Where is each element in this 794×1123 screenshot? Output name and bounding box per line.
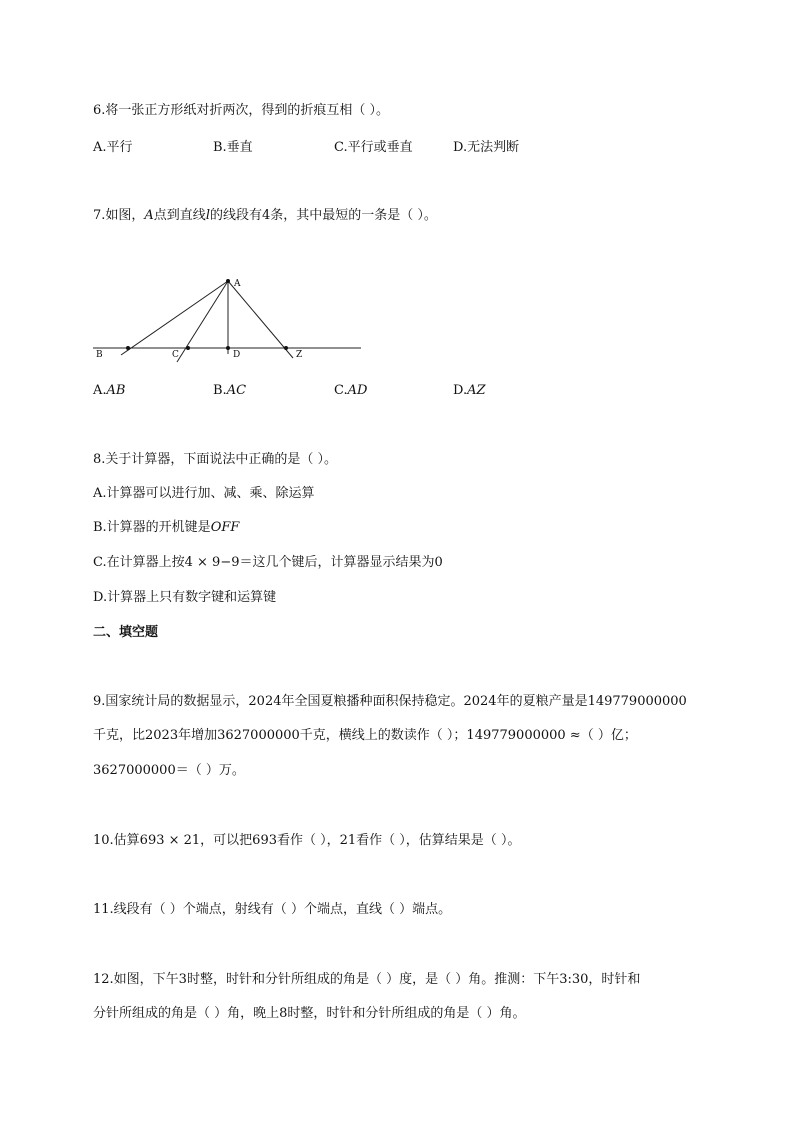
- q6-option-d[interactable]: D.无法判断: [453, 140, 520, 155]
- label-b: B: [96, 350, 103, 360]
- q6-option-a[interactable]: A.平行: [93, 140, 133, 155]
- q7-option-b-prefix: B.: [213, 383, 227, 398]
- q8-option-b-text: B.计算器的开机键是: [93, 520, 211, 535]
- q8-option-b[interactable]: [93, 519, 239, 537]
- q7-option-d-value: AZ: [467, 383, 486, 398]
- segment-ac: [177, 281, 228, 362]
- q10-stem: 10.估算693 × 21，可以把693看作（ ），21看作（ ），估算结果是（ ）。: [93, 833, 521, 848]
- q11-stem: 11.线段有（ ）个端点，射线有（ ）个端点，直线（ ）端点。: [93, 902, 452, 917]
- q7-stem-line: l: [205, 208, 210, 223]
- q7-stem: [93, 207, 437, 225]
- point-a: [226, 279, 230, 283]
- q7-option-c-prefix: C.: [334, 383, 348, 398]
- segment-az: [228, 281, 293, 358]
- q7-option-a[interactable]: [93, 382, 125, 400]
- q6-stem: 6.将一张正方形纸对折两次，得到的折痕互相（ ）。: [93, 103, 390, 118]
- q8-option-a[interactable]: A.计算器可以进行加、减、乘、除运算: [93, 486, 315, 501]
- q9-line-2: 千克，比2023年增加3627000000千克，横线上的数读作（ ）；149779000000 ≈（ ）亿；: [93, 728, 637, 743]
- point-d: [226, 346, 230, 350]
- q8-option-d[interactable]: D.计算器上只有数字键和运算键: [93, 590, 277, 605]
- section-title-fill-in: 二、填空题: [93, 625, 159, 640]
- label-z: Z: [296, 350, 303, 360]
- q9-line-3: 3627000000＝（ ）万。: [93, 763, 245, 778]
- label-c: C: [172, 350, 179, 360]
- q7-geometry-figure: [93, 272, 368, 367]
- q7-option-a-prefix: A.: [93, 383, 107, 398]
- point-b: [126, 346, 130, 350]
- q7-stem-point: A: [144, 208, 154, 223]
- segment-ab: [121, 281, 228, 355]
- q7-option-c[interactable]: [334, 382, 367, 400]
- point-z: [284, 346, 288, 350]
- q7-option-b-value: AC: [226, 383, 247, 398]
- q7-stem-part-c: 的线段有4条，其中最短的一条是（ ）。: [209, 208, 437, 223]
- q8-stem: 8.关于计算器，下面说法中正确的是（ ）。: [93, 452, 338, 467]
- q7-stem-part-a: 7.如图，: [93, 208, 145, 223]
- q7-option-b[interactable]: [213, 382, 246, 400]
- q7-option-c-value: AD: [347, 383, 368, 398]
- q7-option-a-value: AB: [106, 383, 126, 398]
- q12-line-1: 12.如图，下午3时整，时针和分针所组成的角是（ ）度，是（ ）角。推测：下午3:30，时针和: [93, 972, 641, 987]
- q9-line-1: 9.国家统计局的数据显示，2024年全国夏粮播种面积保持稳定。2024年的夏粮产量是149779000000: [93, 694, 687, 709]
- q8-option-b-key: OFF: [210, 520, 240, 535]
- q7-stem-part-b: 点到直线: [153, 208, 206, 223]
- label-a: A: [234, 279, 241, 289]
- label-d: D: [233, 350, 241, 360]
- point-c: [186, 346, 190, 350]
- q6-option-b[interactable]: B.垂直: [213, 140, 253, 155]
- q6-option-c[interactable]: C.平行或垂直: [334, 140, 413, 155]
- q7-option-d[interactable]: [453, 382, 486, 400]
- q7-option-d-prefix: D.: [453, 383, 468, 398]
- q8-option-c[interactable]: C.在计算器上按4 × 9−9＝这几个键后，计算器显示结果为0: [93, 555, 443, 570]
- q12-line-2: 分针所组成的角是（ ）角，晚上8时整，时针和分针所组成的角是（ ）角。: [93, 1006, 526, 1021]
- worksheet-page: [93, 0, 713, 1123]
